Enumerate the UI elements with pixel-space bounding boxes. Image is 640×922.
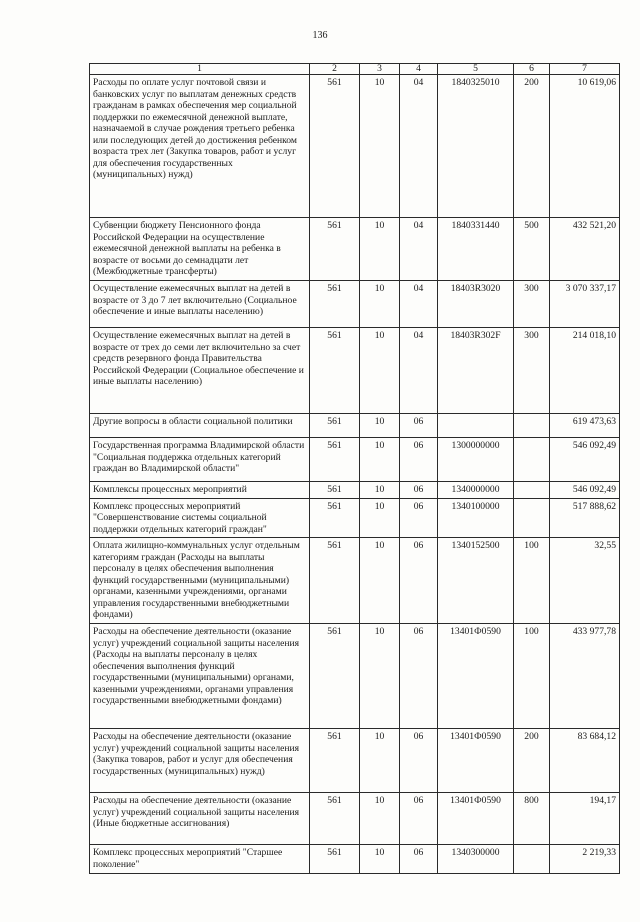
table-row [90,498,620,538]
row-subsection-cell: 04 [400,75,438,218]
table-row [90,624,620,729]
row-expense-type-cell: 500 [514,218,550,281]
row-code-cell: 561 [310,218,360,281]
row-code-cell: 561 [310,75,360,218]
row-section-cell: 10 [360,75,400,218]
row-subsection-cell: 06 [400,482,438,499]
table-row [90,845,620,874]
row-amount-cell: 214 018,10 [550,328,620,414]
row-name-cell: Осуществление ежемесячных выплат на детей в возрасте от трех до семи лет включительно за счет средств резервного фонда Правительства Российской Федерации (Социальное обеспечение и иные выплаты населению) [90,328,310,414]
row-subsection-cell: 04 [400,281,438,328]
row-amount-cell: 546 092,49 [550,482,620,499]
row-target-cell: 1340100000 [438,498,514,538]
row-expense-type-cell: 200 [514,729,550,793]
row-target-cell [438,414,514,438]
row-target-cell: 1340152500 [438,538,514,624]
row-code-cell: 561 [310,328,360,414]
row-subsection-cell: 04 [400,218,438,281]
row-name-cell: Субвенции бюджету Пенсионного фонда Российской Федерации на осуществление ежемесячной денежной выплаты на ребенка в возрасте от восьми до семнадцати лет (Межбюджетные трансферты) [90,218,310,281]
row-section-cell: 10 [360,624,400,729]
row-subsection-cell: 06 [400,845,438,874]
row-code-cell: 561 [310,624,360,729]
row-code-cell: 561 [310,438,360,482]
row-section-cell: 10 [360,729,400,793]
row-amount-cell: 433 977,78 [550,624,620,729]
row-target-cell: 13401Ф0590 [438,729,514,793]
page-number: 136 [312,30,328,41]
table-body [90,64,620,874]
row-amount-cell: 517 888,62 [550,498,620,538]
row-subsection-cell: 06 [400,538,438,624]
row-code-cell: 561 [310,729,360,793]
row-name-cell: Комплекс процессных мероприятий "Совершенствование системы социальной поддержки отдельных категорий граждан" [90,498,310,538]
row-target-cell: 18403R3020 [438,281,514,328]
row-expense-type-cell [514,414,550,438]
row-amount-cell: 546 092,49 [550,438,620,482]
row-subsection-cell: 04 [400,328,438,414]
row-name-cell: Осуществление ежемесячных выплат на детей в возрасте от 3 до 7 лет включительно (Социальное обеспечение и иные выплаты населению) [90,281,310,328]
row-amount-cell: 2 219,33 [550,845,620,874]
table-row [90,538,620,624]
table-row [90,75,620,218]
row-target-cell: 1340000000 [438,482,514,499]
table-header-row [90,64,620,75]
row-amount-cell: 32,55 [550,538,620,624]
row-name-cell: Оплата жилищно-коммунальных услуг отдельным категориям граждан (Расходы на выплаты персоналу в целях обеспечения выполнения функций государственными (муниципальными) органами, казенными учреждениями, органами управления государственными внебюджетными фондами) [90,538,310,624]
row-code-cell: 561 [310,414,360,438]
row-name-cell: Расходы на обеспечение деятельности (оказание услуг) учреждений социальной защиты населения (Иные бюджетные ассигнования) [90,793,310,845]
row-section-cell: 10 [360,482,400,499]
row-subsection-cell: 06 [400,793,438,845]
row-code-cell: 561 [310,793,360,845]
row-amount-cell: 619 473,63 [550,414,620,438]
budget-table [89,63,620,874]
row-name-cell: Комплексы процессных мероприятий [90,482,310,499]
row-section-cell: 10 [360,538,400,624]
header-cell: 5 [438,64,514,75]
header-cell: 7 [550,64,620,75]
row-expense-type-cell: 300 [514,281,550,328]
table-row [90,414,620,438]
row-target-cell: 1300000000 [438,438,514,482]
row-name-cell: Государственная программа Владимирской области "Социальная поддержка отдельных категорий граждан во Владимирской области" [90,438,310,482]
table-row [90,438,620,482]
header-cell: 6 [514,64,550,75]
row-expense-type-cell: 200 [514,75,550,218]
row-section-cell: 10 [360,845,400,874]
row-code-cell: 561 [310,498,360,538]
row-code-cell: 561 [310,281,360,328]
header-cell: 1 [90,64,310,75]
row-section-cell: 10 [360,328,400,414]
row-amount-cell: 3 070 337,17 [550,281,620,328]
header-cell: 4 [400,64,438,75]
header-cell: 3 [360,64,400,75]
row-code-cell: 561 [310,538,360,624]
row-expense-type-cell [514,438,550,482]
row-subsection-cell: 06 [400,438,438,482]
table-row [90,482,620,499]
table-row [90,218,620,281]
row-subsection-cell: 06 [400,624,438,729]
table-row [90,328,620,414]
row-name-cell: Другие вопросы в области социальной политики [90,414,310,438]
row-amount-cell: 194,17 [550,793,620,845]
table-row [90,793,620,845]
row-target-cell: 13401Ф0590 [438,793,514,845]
row-code-cell: 561 [310,482,360,499]
row-name-cell: Комплекс процессных мероприятий "Старшее поколение" [90,845,310,874]
row-target-cell: 13401Ф0590 [438,624,514,729]
row-name-cell: Расходы на обеспечение деятельности (оказание услуг) учреждений социальной защиты населения (Закупка товаров, работ и услуг для обеспечения государственных (муниципальных) нужд) [90,729,310,793]
row-expense-type-cell: 300 [514,328,550,414]
row-code-cell: 561 [310,845,360,874]
row-section-cell: 10 [360,281,400,328]
row-target-cell: 1840331440 [438,218,514,281]
row-subsection-cell: 06 [400,498,438,538]
row-expense-type-cell [514,845,550,874]
row-subsection-cell: 06 [400,414,438,438]
row-amount-cell: 10 619,06 [550,75,620,218]
row-section-cell: 10 [360,218,400,281]
row-target-cell: 1340300000 [438,845,514,874]
header-cell: 2 [310,64,360,75]
row-amount-cell: 432 521,20 [550,218,620,281]
row-name-cell: Расходы на обеспечение деятельности (оказание услуг) учреждений социальной защиты населения (Расходы на выплаты персоналу в целях обеспечения выполнения функций государственными (муниципальными) органами, казенными учреждениями, органами управления государственными внебюджетными фондами) [90,624,310,729]
row-expense-type-cell [514,482,550,499]
row-section-cell: 10 [360,414,400,438]
row-expense-type-cell [514,498,550,538]
row-section-cell: 10 [360,498,400,538]
row-target-cell: 18403R302F [438,328,514,414]
row-expense-type-cell: 100 [514,624,550,729]
row-name-cell: Расходы по оплате услуг почтовой связи и банковских услуг по выплатам денежных средств гражданам в рамках обеспечения мер социальной поддержки по ежемесячной денежной выплате, назначаемой в случае рождения третьего ребенка или последующих детей до достижения ребенком возраста трех лет (Закупка товаров, работ и услуг для обеспечения государственных (муниципальных) нужд) [90,75,310,218]
row-amount-cell: 83 684,12 [550,729,620,793]
row-section-cell: 10 [360,793,400,845]
row-subsection-cell: 06 [400,729,438,793]
row-section-cell: 10 [360,438,400,482]
row-expense-type-cell: 100 [514,538,550,624]
row-target-cell: 1840325010 [438,75,514,218]
table-row [90,281,620,328]
table-row [90,729,620,793]
row-expense-type-cell: 800 [514,793,550,845]
